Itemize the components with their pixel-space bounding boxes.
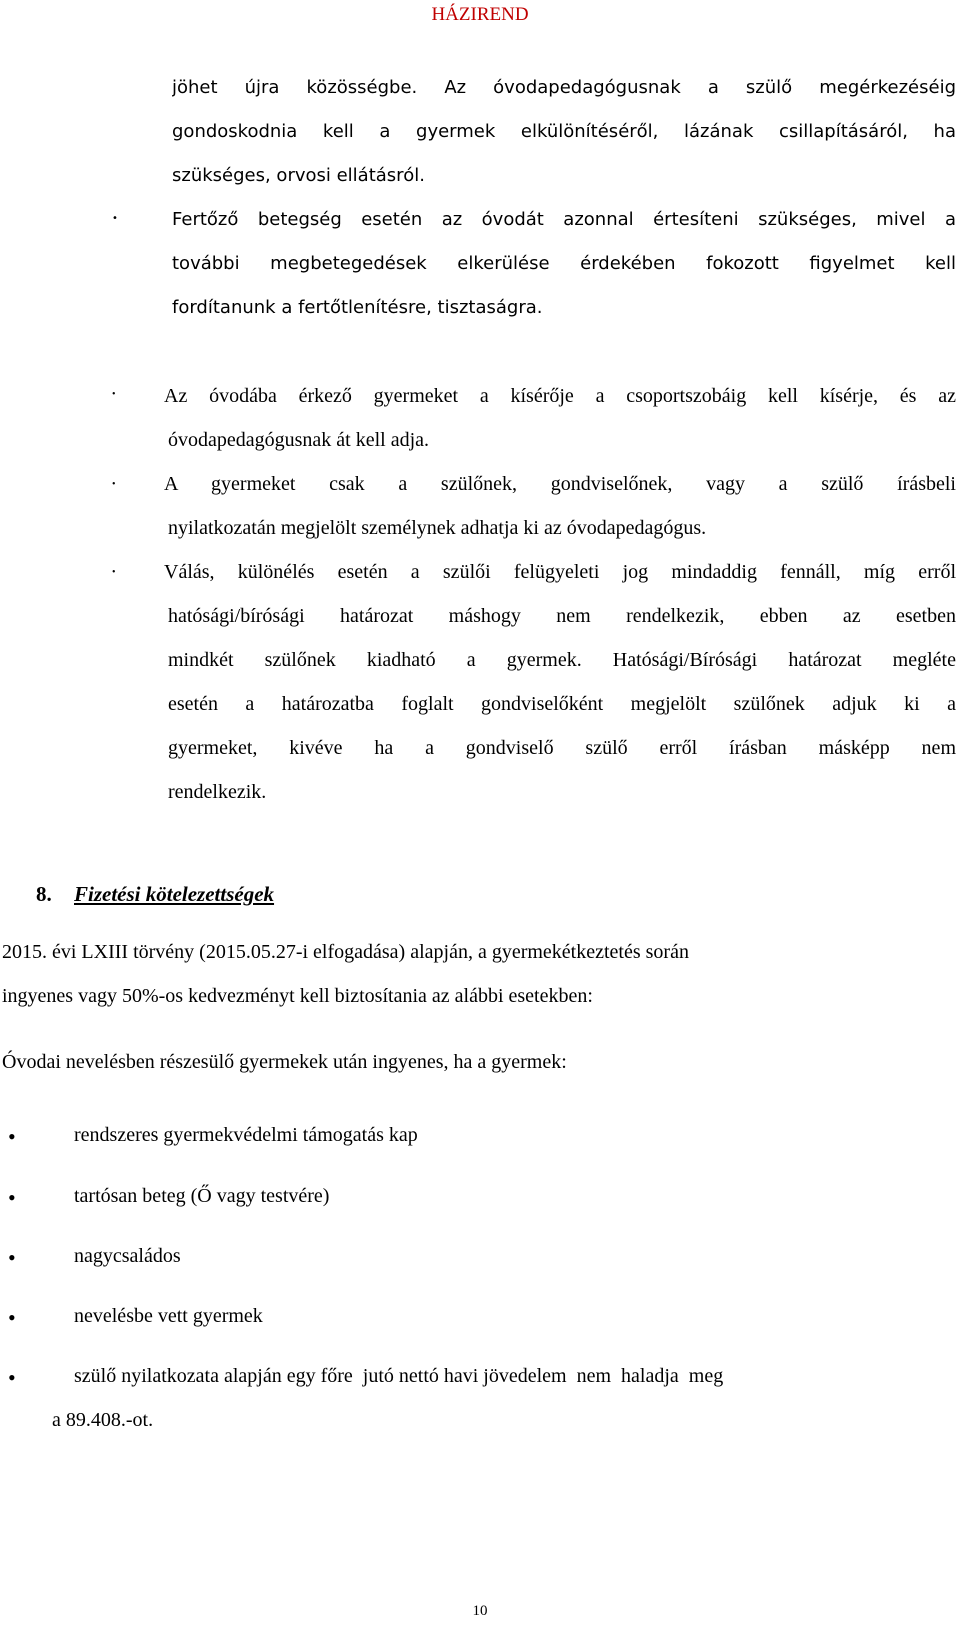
section-title: Fizetési kötelezettségek xyxy=(74,882,275,906)
bullet-item-fertozo xyxy=(172,198,956,330)
text-line: 2015. évi LXIII törvény (2015.05.27-i elfogadása) alapján, a gyermekétkeztetés során xyxy=(2,941,689,963)
text-line: Fertőző betegség esetén az óvodát azonnal értesíteni szükséges, mivel a xyxy=(172,209,956,230)
text-line: esetén a határozatba foglalt gondviselőként megjelölt szülőnek adjuk ki a xyxy=(168,693,956,715)
bullet-icon: • xyxy=(112,479,116,490)
page-header: HÁZIREND xyxy=(431,4,529,25)
text-line: jöhet újra közösségbe. Az óvodapedagógusnak a szülő megérkezéséig xyxy=(172,77,956,98)
bullet-icon: • xyxy=(8,1124,16,1149)
text-line: gondoskodnia kell a gyermek elkülönítéséről, lázának csillapításáról, ha xyxy=(172,121,956,142)
list-item-continuation: a 89.408.-ot. xyxy=(52,1409,154,1431)
section-number: 8. xyxy=(36,882,52,906)
text-line: Válás, különélés esetén a szülői felügyeleti jog mindaddig fennáll, míg erről xyxy=(164,561,956,583)
text-line: mindkét szülőnek kiadható a gyermek. Hatósági/Bírósági határozat megléte xyxy=(168,649,956,671)
bullet-item-atadas xyxy=(164,462,956,550)
bullet-icon: • xyxy=(112,567,116,578)
list-item: szülő nyilatkozata alapján egy főre jutó nettó havi jövedelem nem haladja meg xyxy=(74,1365,724,1387)
text-line: gyermeket, kivéve ha a gondviselő szülő erről írásban másképp nem xyxy=(168,737,956,759)
text-line: rendelkezik. xyxy=(168,781,267,803)
text-line: óvodapedagógusnak át kell adja. xyxy=(168,429,430,451)
text-line: ingyenes vagy 50%-os kedvezményt kell biztosítania az alábbi esetekben: xyxy=(2,985,593,1007)
text-line: Az óvodába érkező gyermeket a kísérője a csoportszobáig kell kísérje, és az xyxy=(164,385,956,407)
list-item: tartósan beteg (Ő vagy testvére) xyxy=(74,1185,330,1207)
list-item: nevelésbe vett gyermek xyxy=(74,1305,263,1327)
bullet-icon: • xyxy=(8,1365,16,1390)
text-line: hatósági/bírósági határozat máshogy nem rendelkezik, ebben az esetben xyxy=(168,605,956,627)
text-line: nyilatkozatán megjelölt személynek adhatja ki az óvodapedagógus. xyxy=(168,517,707,539)
bullet-icon: • xyxy=(112,213,118,224)
page-number: 10 xyxy=(472,1603,488,1619)
bullet-icon: • xyxy=(112,389,116,400)
text-block-continuation xyxy=(172,66,956,198)
text-line: A gyermeket csak a szülőnek, gondviselőnek, vagy a szülő írásbeli xyxy=(164,473,956,495)
intro-line: Óvodai nevelésben részesülő gyermekek után ingyenes, ha a gyermek: xyxy=(2,1051,567,1073)
law-paragraph xyxy=(2,930,956,1018)
list-item: rendszeres gyermekvédelmi támogatás kap xyxy=(74,1124,418,1146)
section-heading xyxy=(36,882,274,907)
bullet-item-kisero xyxy=(164,374,956,462)
text-line: további megbetegedések elkerülése érdekében fokozott figyelmet kell xyxy=(172,253,956,274)
bullet-icon: • xyxy=(8,1245,16,1270)
list-item: nagycsaládos xyxy=(74,1245,181,1267)
bullet-icon: • xyxy=(8,1305,16,1330)
text-line: szükséges, orvosi ellátásról. xyxy=(172,165,425,186)
bullet-item-valas xyxy=(164,550,956,814)
text-line: fordítanunk a fertőtlenítésre, tisztaságra. xyxy=(172,297,543,318)
bullet-icon: • xyxy=(8,1185,16,1210)
